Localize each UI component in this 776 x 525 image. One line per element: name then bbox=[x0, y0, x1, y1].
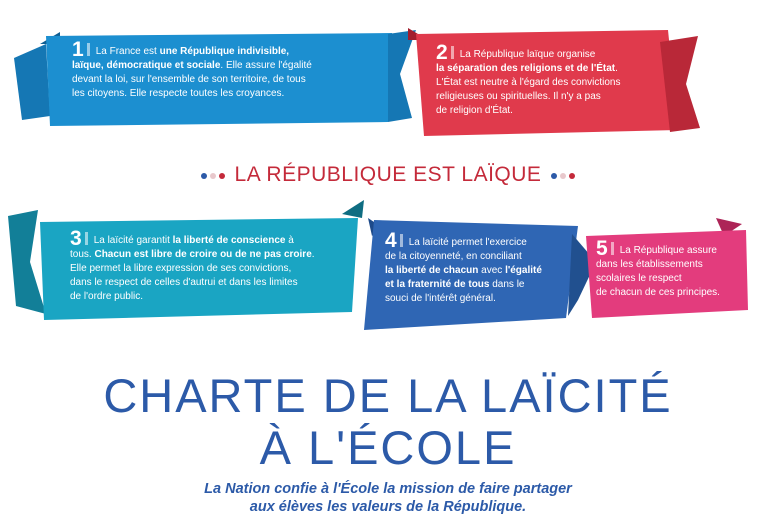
article-line bbox=[596, 272, 746, 286]
article-bold-text: la séparation des religions et de l'État bbox=[436, 63, 616, 74]
article-5-text bbox=[596, 237, 746, 300]
article-text: religieuses ou spirituelles. Il n'y a pas bbox=[436, 91, 601, 102]
subtitle bbox=[0, 480, 776, 516]
article-text: La République assure bbox=[619, 245, 717, 256]
article-line bbox=[596, 258, 746, 272]
article-text: devant la loi, sur l'ensemble de son territoire, de tous bbox=[72, 74, 306, 85]
article-text: à bbox=[285, 235, 294, 246]
article-bold-text: la liberté de chacun bbox=[385, 265, 479, 276]
article-text: dans le bbox=[489, 279, 525, 290]
article-text: dans le respect de celles d'autrui et dans les limites bbox=[70, 277, 298, 288]
article-text: . bbox=[615, 63, 618, 74]
article-text: La République laïque organise bbox=[459, 49, 596, 60]
article-number: 3 bbox=[70, 227, 82, 250]
article-text: . Elle assure l'égalité bbox=[220, 60, 312, 71]
article-text: de l'ordre public. bbox=[70, 291, 144, 302]
subtitle-line-1: La Nation confie à l'École la mission de faire partager bbox=[204, 481, 572, 497]
article-bold-text: Chacun est libre de croire ou de ne pas croire bbox=[94, 249, 312, 260]
article-text: souci de l'intérêt général. bbox=[385, 293, 496, 304]
article-number: 2 bbox=[436, 41, 448, 64]
article-bold-text: l'égalité bbox=[505, 265, 542, 276]
article-text: La laïcité garantit bbox=[93, 235, 173, 246]
article-number: 5 bbox=[596, 237, 608, 260]
article-bold-text: la liberté de conscience bbox=[172, 235, 286, 246]
headline-text: LA RÉPUBLIQUE EST LAÏQUE bbox=[234, 163, 542, 186]
article-number: 1 bbox=[72, 38, 84, 61]
article-text: de religion d'État. bbox=[436, 105, 513, 116]
article-text: La laïcité permet l'exercice bbox=[408, 237, 527, 248]
main-title bbox=[0, 370, 776, 474]
article-text: L'État est neutre à l'égard des convictions bbox=[436, 77, 621, 88]
article-number: 4 bbox=[385, 229, 397, 252]
article-text: tous. bbox=[70, 249, 95, 260]
article-text: La France est bbox=[95, 46, 160, 57]
main-title-line-1: CHARTE DE LA LAÏCITÉ bbox=[103, 369, 673, 422]
article-text: dans les établissements bbox=[596, 259, 703, 270]
article-text: de chacun de ces principes. bbox=[596, 287, 720, 298]
number-divider bbox=[611, 242, 614, 255]
article-text: de la citoyenneté, en conciliant bbox=[385, 251, 522, 262]
article-bold-text: laïque, démocratique et sociale bbox=[72, 60, 221, 71]
article-text: . bbox=[311, 249, 315, 260]
subtitle-line-2: aux élèves les valeurs de la République. bbox=[249, 499, 527, 515]
article-text: scolaires le respect bbox=[596, 273, 682, 284]
article-text: Elle permet la libre expression de ses convictions, bbox=[70, 263, 292, 274]
article-line bbox=[596, 237, 746, 260]
article-bold-text: une République indivisible, bbox=[159, 46, 290, 57]
article-text: avec bbox=[478, 265, 506, 276]
main-title-line-2: À L'ÉCOLE bbox=[259, 421, 517, 474]
article-bold-text: et la fraternité de tous bbox=[385, 279, 490, 290]
article-text: les citoyens. Elle respecte toutes les croyances. bbox=[72, 88, 285, 99]
article-line bbox=[596, 286, 746, 300]
